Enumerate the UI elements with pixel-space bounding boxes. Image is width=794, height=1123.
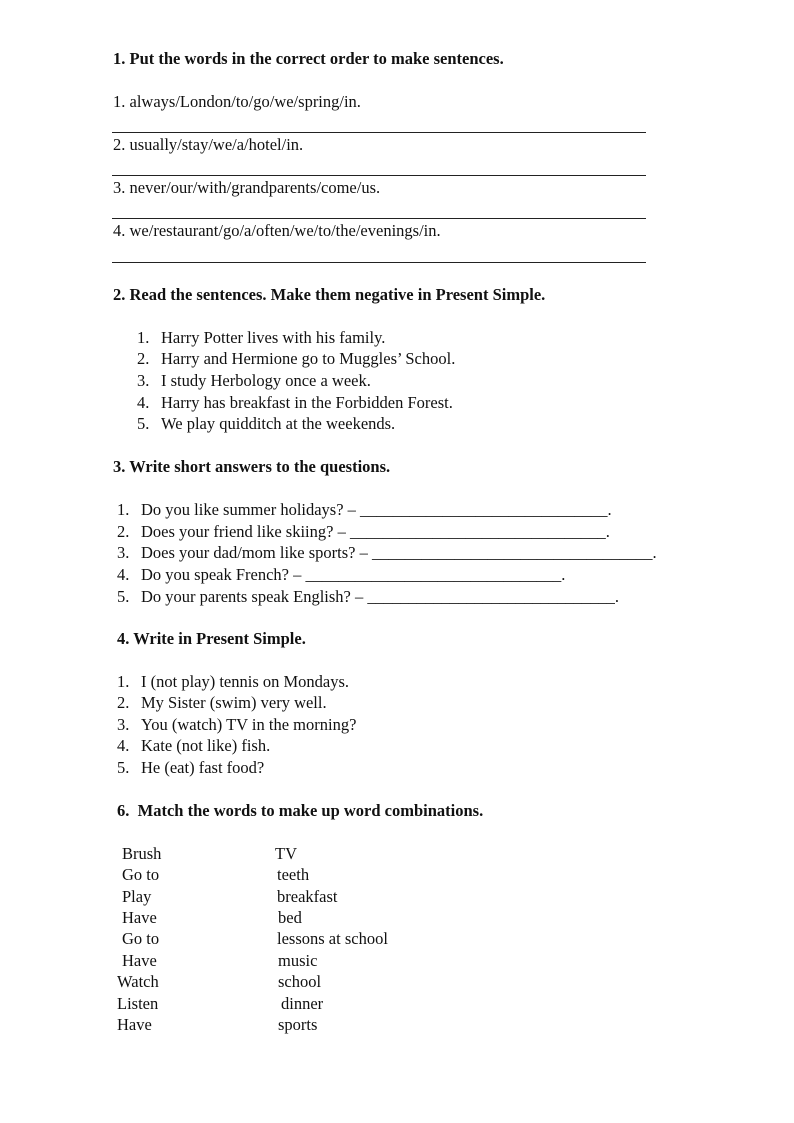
s4-number: 4. — [117, 736, 130, 755]
s1-answer-line-3[interactable] — [112, 218, 646, 219]
match-left-4: Have — [122, 908, 157, 927]
s2-number: 1. — [137, 328, 150, 347]
match-left-7: Watch — [117, 972, 159, 991]
s2-number: 3. — [137, 371, 150, 390]
s2-item-4 — [137, 393, 453, 413]
s1-answer-line-2[interactable] — [112, 175, 646, 176]
s1-item-1: 1. always/London/to/go/we/spring/in. — [113, 92, 361, 111]
s4-number: 5. — [117, 758, 130, 777]
s3-item-3 — [117, 543, 657, 563]
match-left-9: Have — [117, 1015, 152, 1034]
s2-number: 2. — [137, 349, 150, 368]
s2-text: I study Herbology once a week. — [161, 371, 371, 390]
s3-number: 4. — [117, 565, 130, 584]
section3-heading: 3. Write short answers to the questions. — [113, 457, 391, 476]
match-right-8: dinner — [281, 994, 324, 1013]
s4-text: You (watch) TV in the morning? — [141, 715, 357, 734]
s2-text: We play quidditch at the weekends. — [161, 414, 396, 433]
s4-text: My Sister (swim) very well. — [141, 693, 327, 712]
s2-text: Harry has breakfast in the Forbidden Forest. — [161, 393, 453, 412]
match-right-3: breakfast — [277, 887, 338, 906]
s2-text: Harry Potter lives with his family. — [161, 328, 386, 347]
s2-item-1 — [137, 328, 385, 348]
match-left-3: Play — [122, 887, 152, 906]
s2-item-2 — [137, 349, 455, 369]
s3-item-2 — [117, 522, 610, 542]
s1-answer-line-1[interactable] — [112, 132, 646, 133]
match-left-6: Have — [122, 951, 157, 970]
s3-number: 5. — [117, 587, 130, 606]
s2-item-5 — [137, 414, 395, 434]
s3-number: 3. — [117, 543, 130, 562]
s3-item-1 — [117, 500, 612, 520]
s3-text: Do you speak French? – _______________________________. — [141, 565, 566, 584]
match-right-6: music — [278, 951, 318, 970]
s2-text: Harry and Hermione go to Muggles’ School. — [161, 349, 456, 368]
s3-text: Does your friend like skiing? – _______________________________. — [141, 522, 610, 541]
section6-heading: 6. Match the words to make up word combinations. — [117, 801, 484, 820]
section2-heading: 2. Read the sentences. Make them negative in Present Simple. — [113, 285, 546, 304]
match-right-9: sports — [278, 1015, 318, 1034]
s4-text: I (not play) tennis on Mondays. — [141, 672, 350, 691]
section4-heading: 4. Write in Present Simple. — [117, 629, 306, 648]
s3-text: Does your dad/mom like sports? – __________________________________. — [141, 543, 657, 562]
match-right-4: bed — [278, 908, 302, 927]
s4-item-3 — [117, 715, 356, 735]
s4-text: Kate (not like) fish. — [141, 736, 271, 755]
match-left-1: Brush — [122, 844, 162, 863]
s3-item-5 — [117, 587, 619, 607]
s2-number: 4. — [137, 393, 150, 412]
s1-item-2: 2. usually/stay/we/a/hotel/in. — [113, 135, 304, 154]
s1-answer-line-4[interactable] — [112, 262, 646, 263]
section1-heading: 1. Put the words in the correct order to make sentences. — [113, 49, 504, 68]
s4-item-2 — [117, 693, 327, 713]
s4-text: He (eat) fast food? — [141, 758, 265, 777]
s4-number: 2. — [117, 693, 130, 712]
match-left-8: Listen — [117, 994, 159, 1013]
s3-text: Do you like summer holidays? – ______________________________. — [141, 500, 612, 519]
s4-item-5 — [117, 758, 264, 778]
match-right-5: lessons at school — [277, 929, 388, 948]
match-right-1: TV — [275, 844, 297, 863]
s4-number: 3. — [117, 715, 130, 734]
s3-text: Do your parents speak English? – ______________________________. — [141, 587, 619, 606]
s4-item-1 — [117, 672, 349, 692]
s1-item-4: 4. we/restaurant/go/a/often/we/to/the/evenings/in. — [113, 221, 441, 240]
s4-number: 1. — [117, 672, 130, 691]
s3-item-4 — [117, 565, 565, 585]
s3-number: 2. — [117, 522, 130, 541]
s2-number: 5. — [137, 414, 150, 433]
s2-item-3 — [137, 371, 371, 391]
s3-number: 1. — [117, 500, 130, 519]
match-left-5: Go to — [122, 929, 160, 948]
match-left-2: Go to — [122, 865, 160, 884]
s1-item-3: 3. never/our/with/grandparents/come/us. — [113, 178, 381, 197]
match-right-2: teeth — [277, 865, 310, 884]
s4-item-4 — [117, 736, 270, 756]
match-right-7: school — [278, 972, 322, 991]
